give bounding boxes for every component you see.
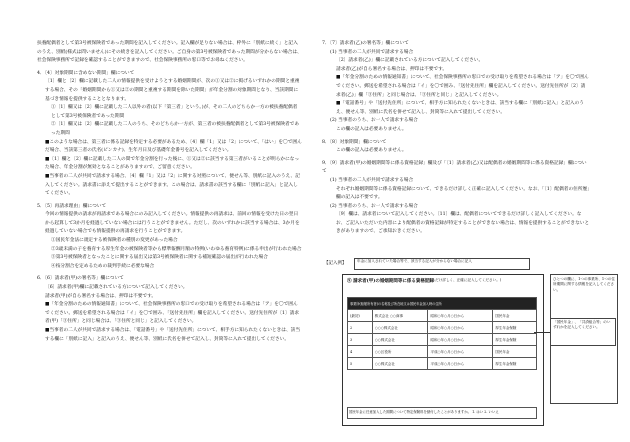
row-name: ○○○株式会社 <box>372 322 428 334</box>
section-9-title: 9．〔9〕請求者(甲)の婚姻期間等に係る資格記録」欄及び「〔1〕請求者(乙)又は配偶者の婚姻期間等に係る資格記録」欄について <box>322 160 587 175</box>
example-table <box>347 297 537 370</box>
section-4-paragraph: 〔1〕欄と〔2〕欄に記載した二人の情報提供を受けようとする婚姻期間が、次の①又は②に掲げるいずれかの期間と重複する場合、その「婚姻期間から①又は②の期間と重複する期間を除いた期間」が年金分割の対象期間となり、当該期間に基づき情報を提供することとなります。 <box>45 79 300 102</box>
callout-arrow <box>534 332 550 333</box>
row-name: ○○区役所 <box>372 346 428 358</box>
section-7-case-2-text: この欄の記入は必要ありません。 <box>336 126 407 132</box>
section-7-case-1-text-1: 〔2〕請求者(乙)」欄に記載されている方について記入してください。 <box>336 58 484 64</box>
section-5-item-4: ④按分割合を定めるための裁判手続に必要な場合 <box>51 263 155 269</box>
section-7-bullet-1: ■「年金分割のための情報通知書」について、社会保険事務所の窓口での受け取りを希望される場合は「ア」を〇で囲んでください。郵送を希望される場合は「イ」を〇で囲み、「送付先住所」欄を記入してください。送付先住所が〔2〕請求者(乙)」欄「③住所」と同じ場合は、「③住所と同じ」と記入してください。 <box>336 75 589 98</box>
section-4-item-1: ①〔1〕欄又は〔2〕欄に記載した二人以外の者(以下「第三者」という。)が、その二人のどちらか一方の被扶養配偶者として第3号被保険者であった期間 <box>51 105 298 119</box>
section-8-text: この欄の記入は必要ありません。 <box>336 148 407 154</box>
row-no: 5 <box>348 358 373 370</box>
row-name: ○○株式会社 <box>372 334 428 346</box>
row-no: 4 <box>348 346 373 358</box>
section-4-bullet-1: ■このような場合は、第三者に係る記録を特定する必要があるため、〔4〕欄「1」又は「2」について、「はい」を〇で囲んだ場合、当該第三者の氏名(ピンカナ)、生年月日及び基礎年金番号を記入してください。 <box>45 139 302 154</box>
section-7-title: 7．〔7〕請求者(乙)の署名等」欄について <box>322 41 409 46</box>
section-7-case-1: (1) 当事者の二人が共同で請求する場合 <box>330 49 414 55</box>
row-period: 平成○年○月○日から <box>428 346 493 358</box>
section-5-item-3: ③第3号被保険者となったことに関する届出又は第3号被保険者に関する補短確認の届出が行われた場合 <box>51 255 268 261</box>
row-name: 株式会社 ○○商事 <box>372 310 428 322</box>
section-6-title: 6．〔6〕請求者(甲)の署名等」欄について <box>37 276 124 282</box>
row-type: 厚生年金保険 <box>493 334 537 346</box>
example-callout: 「国民年金」、「共済組合等」のいずれかを記入してください。 <box>550 318 616 346</box>
row-no: 3 <box>348 334 373 346</box>
row-name: ○○株式会社 <box>372 358 428 370</box>
example-form <box>324 260 619 432</box>
section-8-title: 8．〔8〕対象期間」欄について <box>322 139 387 145</box>
row-type: 国民年金 <box>493 346 537 358</box>
row-period: 昭和○年○月○日から <box>428 322 493 334</box>
section-6-bullet-2: ■当事者の二人が共同で請求する場合は、「電話番号」や「送付先住所」について、相手方に知られたくないときは、該当する欄に「別紙に記入」と記入のうえ、便せん等、別紙に氏名を併せて記入し、封筒等に入れて提出してください。 <box>45 328 301 342</box>
row-period: 昭和○年○月○日から <box>428 310 493 322</box>
section-6-paragraph-2: 請求者(甲)が自ら署名する場合は、押印は不要です。 <box>45 293 157 299</box>
section-4-title: 4．〔4〕対象期間に含めない期間」欄について <box>37 70 135 76</box>
intro-paragraph: 扶養配偶者として第3号被保険者であった期間を記入してください。記入欄が足りない場合は、枠外に「別紙に続く」と記入のうえ、別紙(様式は問いません)にその続きを記入してください。ご自身の第3号被保険者であった期間が分からない場合は、社会保険事務所で記録を確認することができますので、社会保険事務所の窓口等でお尋ねください。 <box>37 41 302 64</box>
section-9-case-1-text: それぞれ婚姻期間等に係る資格記録について、できるだけ詳しく正確に記入してください。なお、「〔1〕配偶者の住所歴」欄の記入は不要です。 <box>336 186 590 201</box>
right-column <box>322 40 590 237</box>
example-caption: 【記入例】 <box>324 261 347 266</box>
table-row <box>348 310 537 322</box>
section-7-bullet-2: ■「電話番号」や「送付先住所」について、相手方に知られたくないときは、該当する欄に「別紙に記入」と記入のうえ、便せん等、別紙に氏名を併せて記入し、封筒等に入れて提出してください。 <box>336 101 584 115</box>
section-5-item-1: ①国民年金法に規定する被保険者の種別の変更があった場合 <box>51 238 178 244</box>
section-4-item-2: ②〔1〕欄又は〔2〕欄に記載した二人のうち、そのどちらか一方が、第三者の被扶養配偶者として第3号被保険者であった期間 <box>51 122 300 136</box>
row-type: 厚生年金保険 <box>493 358 537 370</box>
section-9-case-2-text: 〔9〕欄は、請求者について記入してください。〔11〕欄は、配偶者についてできるだけ詳しく記入してください。なお、ご記入いただいた内容により配偶者の資格記録が特定することができない場合は、情報を提供することができないときがありますので、ご承知おきください。 <box>336 212 590 235</box>
section-9-case-1: (1) 当事者の二人が共同で請求する場合 <box>330 177 414 183</box>
example-subheading: (できるだけ詳しく、正確に記入してください。) <box>423 278 502 282</box>
example-sheet <box>342 274 544 426</box>
section-6-bullet-1: ■「年金分割のための情報通知書」について、社会保険事務所の窓口での受け取りを希望される場合は「ア」を〇で囲んでください。郵送を希望される場合は「イ」を〇で囲み、「送付先住所」欄を記入してください。送付先住所が〔1〕請求者(甲)「③住所」と同じ場合は、「③住所と同じ」と記入してください。 <box>45 302 300 325</box>
table-row <box>348 322 537 334</box>
section-5-paragraph: 今回の情報提供の請求が再請求である場合にのみ記入してください。情報提供の再請求は、前回の情報を受けた日の翌日から起算して3か月を経過していない場合には行うことができません。ただし、次のいずれかに該当する場合は、3か月を経過していない場合でも情報提供の再請求を行うことができます。 <box>45 212 300 235</box>
example-heading: ⑨ 請求者(甲)の婚姻期間等に係る資格記録 <box>347 279 434 284</box>
example-table-header <box>348 298 537 310</box>
row-no: 2 <box>348 322 373 334</box>
section-7-case-2: (2) 当事者のうち、お一人で請求する場合 <box>330 118 418 124</box>
example-side-note: ひとつの欄に、1つの事業所、1つの住所期間に関する情報を記入してください。 <box>550 274 618 404</box>
row-no: (最初) <box>348 310 373 322</box>
section-9-case-2: (2) 当事者のうち、お一人で請求する場合 <box>330 203 418 209</box>
example-footer-question: 国民年金に任意加入した期間について特定保険料を納付したことがありますか。 1. はい 2. いいえ <box>347 407 537 419</box>
section-5-item-2: ②3歳未満の子を養育する厚生年金の被保険者等から標準報酬月額の特例(いわゆる養育特例)に係る申出が行われた場合 <box>51 246 302 252</box>
section-6-paragraph-1: 〔6〕請求者(甲)欄に記載されている方について記入してください。 <box>45 285 188 291</box>
table-row <box>348 346 537 358</box>
section-4-bullet-3: ■当事者の二人が共同で請求する場合、〔4〕欄「1」又は「2」に関する対照について、便せん等、別紙に記入のうえ、記入してください。請求書に添えて提出することができます。この場合は、請求書の該当する欄に「別紙に記入」と記入してください。 <box>45 173 300 197</box>
example-banner: 年金に加入されていた場合等で、該当する記入が分からない場合に記入 <box>354 258 530 270</box>
left-column <box>37 40 302 344</box>
example-header-label: 事業所(船舶所有者)の名称及び所在地又は国民年金加入時の住所 <box>348 298 537 310</box>
table-row <box>348 358 537 370</box>
row-period: 平成○年○月○日から <box>428 358 493 370</box>
section-7-case-1-text-2: 請求者(乙)が自ら署名する場合は、押印は不要です。 <box>336 66 448 72</box>
row-period: 昭和○年○月○日から <box>428 334 493 346</box>
row-type: 国民年金 <box>493 310 537 322</box>
row-type: 厚生年金保険 <box>493 322 537 334</box>
table-row <box>348 334 537 346</box>
section-4-bullet-2: ■〔1〕欄と〔2〕欄に記載した二人の間で年金分割を行った後に、①又は②に該当する第三者がいることが明らかになった場合、年金分割が無効となることがありますので、ご留意ください。 <box>45 156 300 171</box>
section-5-title: 5．〔5〕再請求理由」欄について <box>37 203 107 209</box>
